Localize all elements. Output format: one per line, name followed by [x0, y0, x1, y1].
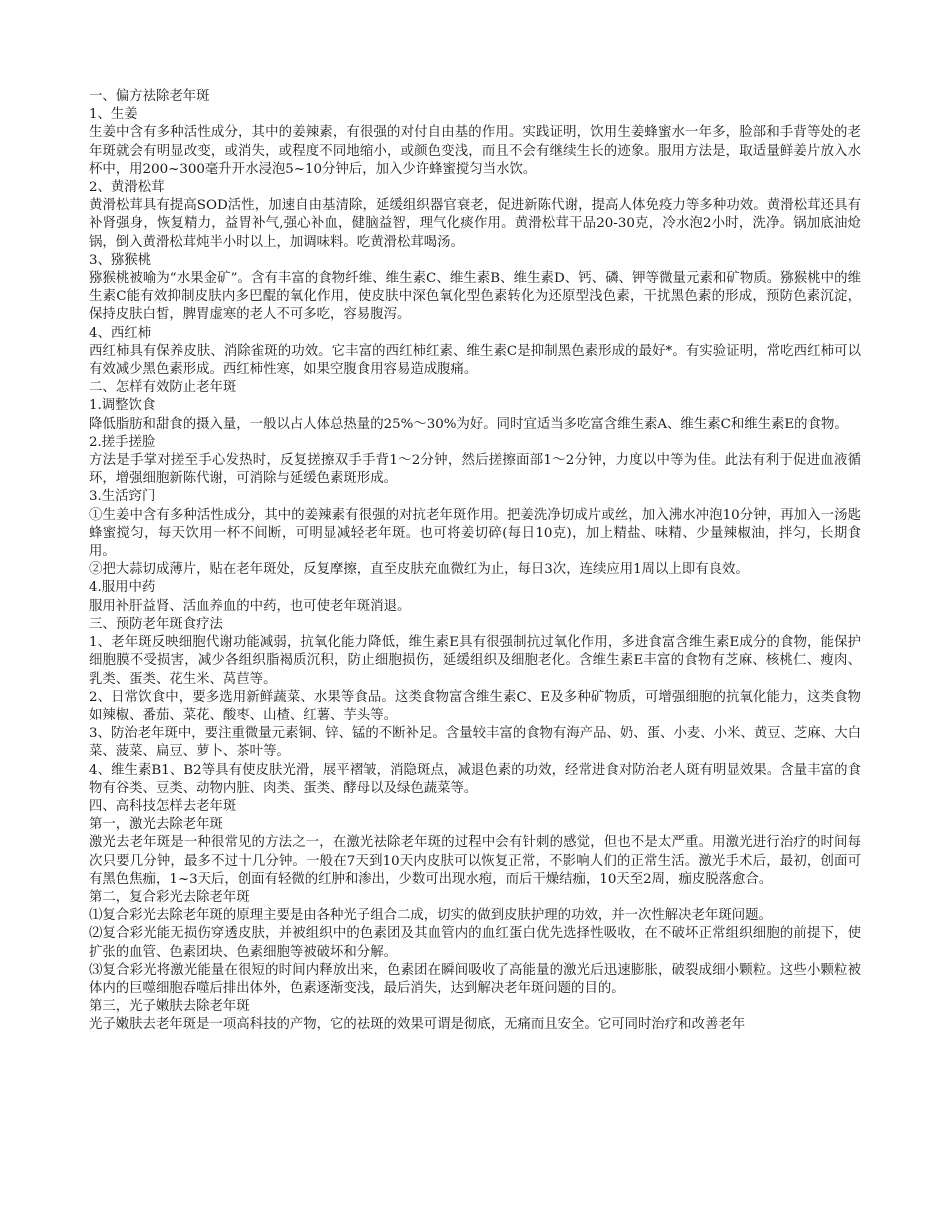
paragraph: 方法是手掌对搓至手心发热时，反复搓擦双手手背1～2分钟，然后搓擦面部1～2分钟，力度以中等为佳。此法有利于促进血液循环，增强细胞新陈代谢，可消除与延缓色素斑形成。	[89, 453, 861, 487]
subsection-heading: 3.生活窍门	[89, 489, 156, 505]
paragraph: 激光去老年斑是一种很常见的方法之一，在激光祛除老年斑的过程中会有针刺的感觉，但也不是太严重。用激光进行治疗的时间每次只要几分钟，最多不过十几分钟。一般在7天到10天内皮肤可以恢复正常，不影响人们的正常生活。激光手术后，最初，创面可有黑色焦痂，1~3天后，创面有轻微的红肿和渗出，少数可出现水疱，而后干燥结痂，10天至2周，痂皮脱落愈合。	[89, 835, 861, 887]
section-heading: 三、预防老年斑食疗法	[89, 616, 223, 632]
subsection-heading: 1.调整饮食	[89, 398, 156, 414]
subsection-heading: 4、西红柿	[89, 325, 152, 341]
paragraph: 降低脂肪和甜食的摄入量，一般以占人体总热量的25%～30%为好。同时宜适当多吃富含维生素A、维生素C和维生素E的食物。	[89, 416, 848, 432]
paragraph: 黄滑松茸具有提高SOD活性，加速自由基清除，延缓组织器官衰老，促进新陈代谢，提高人体免疫力等多种功效。黄滑松茸还具有补肾强身，恢复精力，益胃补气,强心补血，健脑益智，理气化痰作用。黄滑松茸干品20-30克，冷水泡2小时，洗净。锅加底油炝锅，倒入黄滑松茸炖半小时以上，加调味料。吃黄滑松茸喝汤。	[89, 198, 861, 250]
paragraph: 西红柿具有保养皮肤、消除雀斑的功效。它丰富的西红柿红素、维生素C是抑制黑色素形成的最好*。有实验证明，常吃西红柿可以有效减少黑色素形成。西红柿性寒，如果空腹食用容易造成腹痛。	[89, 343, 861, 378]
document-body	[89, 88, 861, 1035]
subsection-heading: 2.搓手搓脸	[89, 434, 156, 450]
subsection-heading: 第一，激光去除老年斑	[89, 817, 223, 833]
subsection-heading: 4.服用中药	[89, 580, 156, 596]
section-heading: 二、怎样有效防止老年斑	[89, 380, 237, 396]
paragraph: 1、老年斑反映细胞代谢功能减弱，抗氧化能力降低，维生素E具有很强制抗过氧化作用，多进食富含维生素E成分的食物，能保护细胞膜不受损害，减少各组织脂褐质沉积，防止细胞损伤，延缓组织及细胞老化。含维生素E丰富的食物有芝麻、核桃仁、瘦肉、乳类、蛋类、花生米、莴苣等。	[89, 635, 861, 687]
paragraph: 3、防治老年斑中，要注重微量元素铜、锌、锰的不断补足。含量较丰富的食物有海产品、奶、蛋、小麦、小米、黄豆、芝麻、大白菜、菠菜、扁豆、萝卜、茶叶等。	[89, 726, 861, 760]
subsection-heading: 第二，复合彩光去除老年斑	[89, 889, 250, 905]
paragraph: ⑵复合彩光能无损伤穿透皮肤，并被组织中的色素团及其血管内的血红蛋白优先选择性吸收，在不破坏正常组织细胞的前提下，使扩张的血管、色素团块、色素细胞等被破坏和分解。	[89, 926, 861, 960]
paragraph: ①生姜中含有多种活性成分，其中的姜辣素有很强的对抗老年斑作用。把姜洗净切成片或丝，加入沸水冲泡10分钟，再加入一汤匙蜂蜜搅匀，每天饮用一杯不间断，可明显减轻老年斑。也可将姜切碎(每日10克)，加上精盐、味精、少量辣椒油，拌匀，长期食用。	[89, 507, 861, 560]
paragraph: 猕猴桃被喻为“水果金矿”。含有丰富的食物纤维、维生素C、维生素B、维生素D、钙、磷、钾等微量元素和矿物质。猕猴桃中的维生素C能有效抑制皮肤内多巴醌的氧化作用，使皮肤中深色氧化型色素转化为还原型浅色素，干扰黑色素的形成，预防色素沉淀，保持皮肤白皙，脾胃虚寒的老人不可多吃，容易腹泻。	[89, 271, 861, 323]
paragraph: ⑶复合彩光将激光能量在很短的时间内释放出来，色素团在瞬间吸收了高能量的激光后迅速膨胀，破裂成细小颗粒。这些小颗粒被体内的巨噬细胞吞噬后排出体外，色素逐渐变浅，最后消失，达到解决老年斑问题的目的。	[89, 962, 861, 996]
paragraph: 2、日常饮食中，要多选用新鲜蔬菜、水果等食品。这类食物富含维生素C、E及多种矿物质，可增强细胞的抗氧化能力，这类食物如辣椒、番茄、菜花、酸枣、山楂、红薯、芋头等。	[89, 689, 861, 723]
paragraph: ②把大蒜切成薄片，贴在老年斑处，反复摩擦，直至皮肤充血微红为止，每日3次，连续应用1周以上即有良效。	[89, 562, 749, 578]
subsection-heading: 3、猕猴桃	[89, 252, 152, 268]
paragraph: 服用补肝益肾、活血养血的中药，也可使老年斑消退。	[89, 598, 411, 614]
paragraph: 光子嫩肤去老年斑是一项高科技的产物，它的祛斑的效果可谓是彻底，无痛而且安全。它可同时治疗和改善老年	[89, 1017, 746, 1033]
subsection-heading: 第三，光子嫩肤去除老年斑	[89, 999, 250, 1015]
paragraph: 4、维生素B1、B2等具有使皮肤光滑，展平褶皱，消隐斑点，减退色素的功效，经常进食对防治老人斑有明显效果。含量丰富的食物有谷类、豆类、动物内脏、肉类、蛋类、酵母以及绿色蔬菜等。	[89, 762, 861, 796]
section-heading: 四、高科技怎样去老年斑	[89, 798, 237, 814]
paragraph: ⑴复合彩光去除老年斑的原理主要是由各种光子组合二成，切实的做到皮肤护理的功效，并一次性解决老年斑问题。	[89, 908, 772, 924]
section-heading: 一、偏方祛除老年斑	[89, 89, 210, 104]
subsection-heading: 2、黄滑松茸	[89, 180, 165, 196]
paragraph: 生姜中含有多种活性成分，其中的姜辣素，有很强的对付自由基的作用。实践证明，饮用生姜蜂蜜水一年多，脸部和手背等处的老年斑就会有明显改变，或消失，或程度不同地缩小，或颜色变浅，而且不会有继续生长的迹象。服用方法是，取适量鲜姜片放入水杯中，用200~300毫升开水浸泡5~10分钟后，加入少许蜂蜜搅匀当水饮。	[89, 125, 861, 177]
subsection-heading: 1、生姜	[89, 107, 138, 123]
